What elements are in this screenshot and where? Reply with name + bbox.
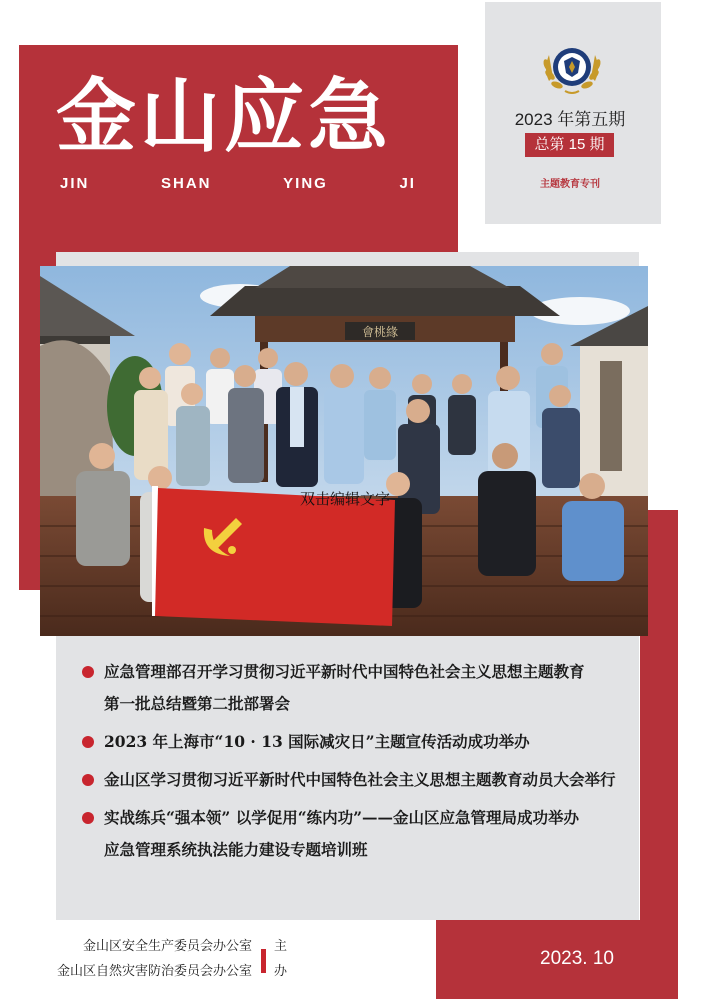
headline-item[interactable] bbox=[78, 802, 638, 866]
headline-line: 实战练兵“强本领” 以学促用“练内功”——金山区应急管理局成功举办 bbox=[104, 808, 580, 827]
headline-item[interactable] bbox=[78, 726, 638, 758]
pinyin-word: YING bbox=[283, 175, 328, 192]
magazine-pinyin-subtitle bbox=[60, 175, 416, 192]
publication-date: 2023. 10 bbox=[540, 948, 614, 969]
headline-list bbox=[78, 656, 638, 872]
headline-item[interactable] bbox=[78, 656, 638, 720]
organizer-name: 金山区自然灾害防治委员会办公室 bbox=[56, 964, 252, 979]
pavilion-sign: 會桃緣 bbox=[361, 325, 399, 339]
magazine-title: 金山应急 bbox=[56, 70, 392, 163]
headline-line: 2023 年上海市“10 · 13 国际减灾日”主题宣传活动成功举办 bbox=[104, 732, 530, 751]
headline-item[interactable] bbox=[78, 764, 638, 796]
emergency-emblem-icon bbox=[539, 41, 605, 97]
headline-line: 第一批总结暨第二批部署会 bbox=[104, 694, 291, 713]
organizer-list bbox=[38, 934, 252, 984]
group-photo bbox=[40, 266, 648, 636]
bullet-dot-icon bbox=[82, 666, 94, 678]
headline-line: 应急管理系统执法能力建设专题培训班 bbox=[104, 840, 368, 859]
pinyin-word: SHAN bbox=[160, 175, 212, 192]
pinyin-word: JI bbox=[399, 175, 416, 192]
pinyin-word: JIN bbox=[60, 175, 90, 192]
issue-number: 2023 年第五期 bbox=[514, 110, 626, 129]
bullet-dot-icon bbox=[82, 812, 94, 824]
sponsor-label: 主办 bbox=[274, 939, 288, 979]
bullet-dot-icon bbox=[82, 774, 94, 786]
organizer-divider bbox=[261, 949, 266, 973]
total-issue-badge: 总第 15 期 bbox=[525, 133, 614, 157]
photo-caption: 双击编辑文字 bbox=[300, 490, 391, 508]
organizer-name: 金山区安全生产委员会办公室 bbox=[82, 939, 252, 954]
headline-line: 应急管理部召开学习贯彻习近平新时代中国特色社会主义思想主题教育 bbox=[104, 662, 585, 681]
headline-line: 金山区学习贯彻习近平新时代中国特色社会主义思想主题教育动员大会举行 bbox=[104, 770, 616, 789]
bullet-dot-icon bbox=[82, 736, 94, 748]
special-edition-label: 主题教育专刊 bbox=[540, 179, 600, 190]
